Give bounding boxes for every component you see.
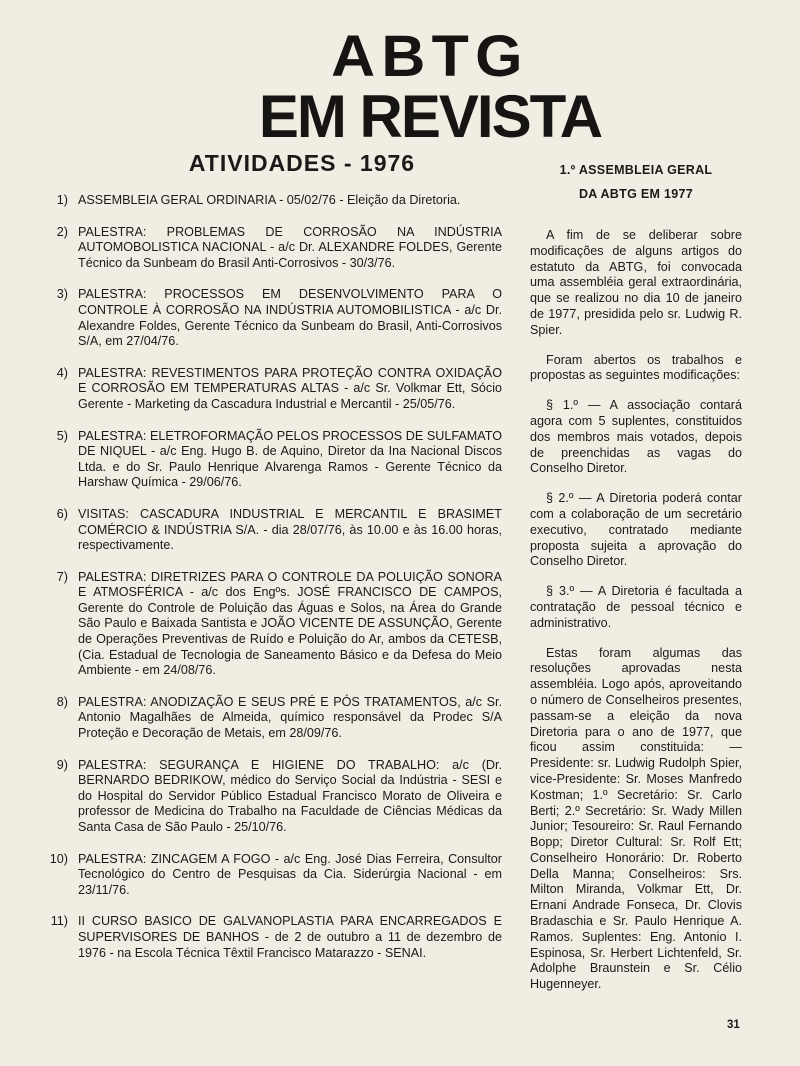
item-number: 5) [56,428,68,443]
item-text: PALESTRA: ZINCAGEM A FOGO - a/c Eng. José Dias Ferreira, Consultor Tecnológico do Centro de Pesquisas da Cia. Siderúrgia Nacional - em 23/11/76. [78,851,502,897]
list-item [32,366,502,413]
item-number: 10) [49,851,68,866]
item-text: PALESTRA: ELETROFORMAÇÃO PELOS PROCESSOS DE SULFAMATO DE NIQUEL - a/c Eng. Hugo B. de Aquino, Diretor da Ina Nacional Discos Ltda. e do Sr. Paulo Henrique Alvarenga Ramos - Gerente Técnico da Harshaw Química - 29/06/76. [78,428,502,490]
item-text: PALESTRA: PROBLEMAS DE CORROSÃO NA INDÚSTRIA AUTOMOBOLISTICA NACIONAL - a/c Dr. ALEXANDRE FOLDES, Gerente Técnico da Sunbeam do Brasil Anti-Corrosivos - 30/3/76. [78,224,502,270]
masthead [200,24,660,150]
masthead-line-1: ABTG [331,24,529,89]
item-text: PALESTRA: ANODIZAÇÃO E SEUS PRÉ E PÓS TRATAMENTOS, a/c Sr. Antonio Magalhães de Almeida, químico responsável da Prodec S/A Proteção e Decoração de Metais, em 28/09/76. [78,694,502,741]
masthead-line-2: EM REVISTA [258,83,602,150]
item-number: 8) [56,694,68,709]
item-text: PALESTRA: SEGURANÇA E HIGIENE DO TRABALHO: a/c (Dr. BERNARDO BEDRIKOW, médico do Serviço Social da Indústria - SESI e do Hospital do Servidor Público Estadual Francisco Morato de Oliveira e professor de Medicina do Trabalho na Faculdade de Ciências Médicas da Santa Casa de São Paulo - 25/10/76. [78,757,502,834]
list-item [32,193,502,209]
item-number: 1) [56,193,68,207]
list-item [32,225,502,272]
sidebar-heading [530,158,742,206]
activities-list [32,193,502,961]
list-item [32,507,502,554]
item-number: 4) [56,365,68,380]
list-item [32,570,502,679]
page-number: 31 [727,1019,740,1031]
section-title: ATIVIDADES - 1976 [188,150,416,176]
list-item [32,695,502,742]
list-item [32,429,502,491]
item-number: 9) [56,757,68,772]
item-text: ASSEMBLEIA GERAL ORDINARIA - 05/02/76 - Eleição da Diretoria. [78,193,461,207]
activities-column [32,150,502,977]
item-text: PALESTRA: REVESTIMENTOS PARA PROTEÇÃO CONTRA OXIDAÇÃO E CORROSÃO EM TEMPERATURAS ALTAS - a/c Sr. Volkmar Ett, Sócio Gerente - Marketing da Cascadura Industrial e Mercantil - 25/05/76. [78,365,502,411]
sidebar-paragraph: § 3.º — A Diretoria é facultada a contratação de pessoal técnico e administrativo. [530,584,742,630]
sidebar-paragraph: Foram abertos os trabalhos e propostas as seguintes modificações: [530,352,742,383]
item-number: 11) [50,914,68,929]
item-number: 2) [56,224,68,239]
sidebar-heading-line-2: DA ABTG EM 1977 [578,187,693,201]
item-number: 6) [56,506,68,521]
sidebar-paragraph: A fim de se deliberar sobre modificações de alguns artigos do estatuto da ABTG, foi convocada uma assembléia geral extraordinária, que se realizou no dia 10 de janeiro de 1977, presidida pelo sr. Ludwig R. Spier. [530,228,742,337]
item-text: PALESTRA: PROCESSOS EM DESENVOLVIMENTO PARA O CONTROLE À CORROSÃO NA INDÚSTRIA AUTOMOBILISTICA - a/c Dr. Alexandre Foldes, Gerente Técnico da Sunbeam do Brasil, Anti-Corrosivos S/A, em 27/04/76. [78,287,502,349]
item-number: 3) [56,287,68,302]
item-text: II CURSO BASICO DE GALVANOPLASTIA PARA ENCARREGADOS E SUPERVISORES DE BANHOS - de 2 de outubro a 11 de dezembro de 1976 - na Escola Técnica Têxtil Francisco Matarazzo - SENAI. [78,914,502,960]
item-text: VISITAS: CASCADURA INDUSTRIAL E MERCANTIL E BRASIMET COMÉRCIO & INDÚSTRIA S/A. - dia 28/07/76, às 10.00 e às 16.00 horas, respectivamente. [78,506,502,553]
list-item [32,852,502,899]
list-item [32,914,502,961]
assembly-sidebar [530,158,742,1007]
sidebar-heading-line-1: 1.º ASSEMBLEIA GERAL [559,163,713,177]
list-item [32,287,502,349]
sidebar-paragraph: § 1.º — A associação contará agora com 5 suplentes, constituidos dos membros mais votados, depois de preenchidas as vagas do Conselho Diretor. [530,398,742,476]
sidebar-paragraph: Estas foram algumas das resoluções aprovadas nesta assembléia. Logo após, aproveitando o número de Conselheiros presentes, passam-se a eleição da nova Diretoria para o ano de 1977, que ficou assim constituida: — Presidente: sr. Ludwig Rudolph Spier, vice-Presidente: Sr. Moses Manfredo Kostman; 1.º Secretário: Sr. Carlo Berti; 2.º Secretário: Sr. Wady Millen Junior; Tesoureiro: Sr. Raul Fernando Bopp; Diretor Cultural: Sr. Rolf Ett; Conselheiro Honorário: Dr. Roberto Della Manna; Conselheiros: Srs. Milton Miranda, Volkmar Ett, Dr. Ernani Andrade Fonseca, Dr. Clovis Bradaschia e Sr. Paulo Henrique A. Ramos. Suplentes: Eng. Antonio I. Espinosa, Sr. Herbert Lichtenfeld, Sr. Adolphe Braunstein e Sr. Célio Hugenneyer. [530,645,742,992]
list-item [32,758,502,836]
item-number: 7) [56,569,68,584]
item-text: PALESTRA: DIRETRIZES PARA O CONTROLE DA POLUIÇÃO SONORA E ATMOSFÉRICA - a/c dos Engºs. JOSÉ FRANCISCO DE CAMPOS, Gerente do Controle de Poluição das Águas e Solos, na Área do Grande São Paulo e Baixada Santista e JOÃO VICENTE DE ASSUNÇÃO, Gerente de Operações Preventivas de Ruído e Poluição do Ar, ambos da CETESB, (Cia. Estadual de Tecnologia de Saneamento Básico e da Defesa do Meio Ambiente - em 24/08/76. [78,569,502,678]
sidebar-paragraph: § 2.º — A Diretoria poderá contar com a colaboração de um secretário executivo, contratado mediante proposta sujeita a aprovação do Conselho Diretor. [530,491,742,569]
